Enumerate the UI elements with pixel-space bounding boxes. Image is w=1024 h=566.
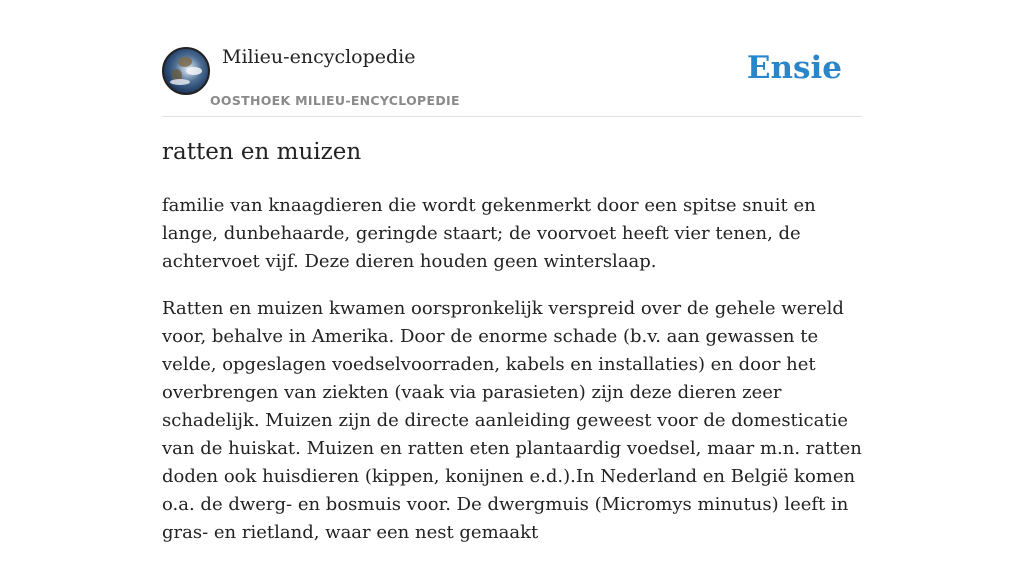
brand-logo[interactable]: Ensie (746, 50, 842, 86)
site-title[interactable]: Milieu-encyclopedie (222, 46, 416, 68)
site-header (162, 46, 862, 117)
article-title: ratten en muizen (162, 139, 362, 165)
site-subtitle[interactable]: OOSTHOEK MILIEU-ENCYCLOPEDIE (210, 93, 460, 108)
article-paragraph: familie van knaagdieren die wordt gekenmerkt door een spitse snuit en lange, dunbehaarde, geringde staart; de voorvoet heeft vier tenen, de achtervoet vijf. Deze dieren houden geen winterslaap. (162, 195, 816, 272)
earth-globe-icon[interactable] (162, 47, 210, 95)
article-paragraph: Ratten en muizen kwamen oorspronkelijk verspreid over de gehele wereld voor, behalve in Amerika. Door de enorme schade (b.v. aan gewassen te velde, opgeslagen voedselvoorraden, kabels en installaties) en door het overbrengen van ziekten (vaak via parasieten) zijn deze dieren zeer schadelijk. Muizen zijn de directe aanleiding geweest voor de domesticatie van de huiskat. Muizen en ratten eten plantaardig voedsel, maar m.n. ratten doden ook huisdieren (kippen, konijnen e.d.).In Nederland en België komen o.a. de dwerg- en bosmuis voor. De dwergmuis (Micromys minutus) leeft in gras- en rietland, waar een nest gemaakt (162, 298, 862, 543)
article-body (162, 192, 862, 566)
